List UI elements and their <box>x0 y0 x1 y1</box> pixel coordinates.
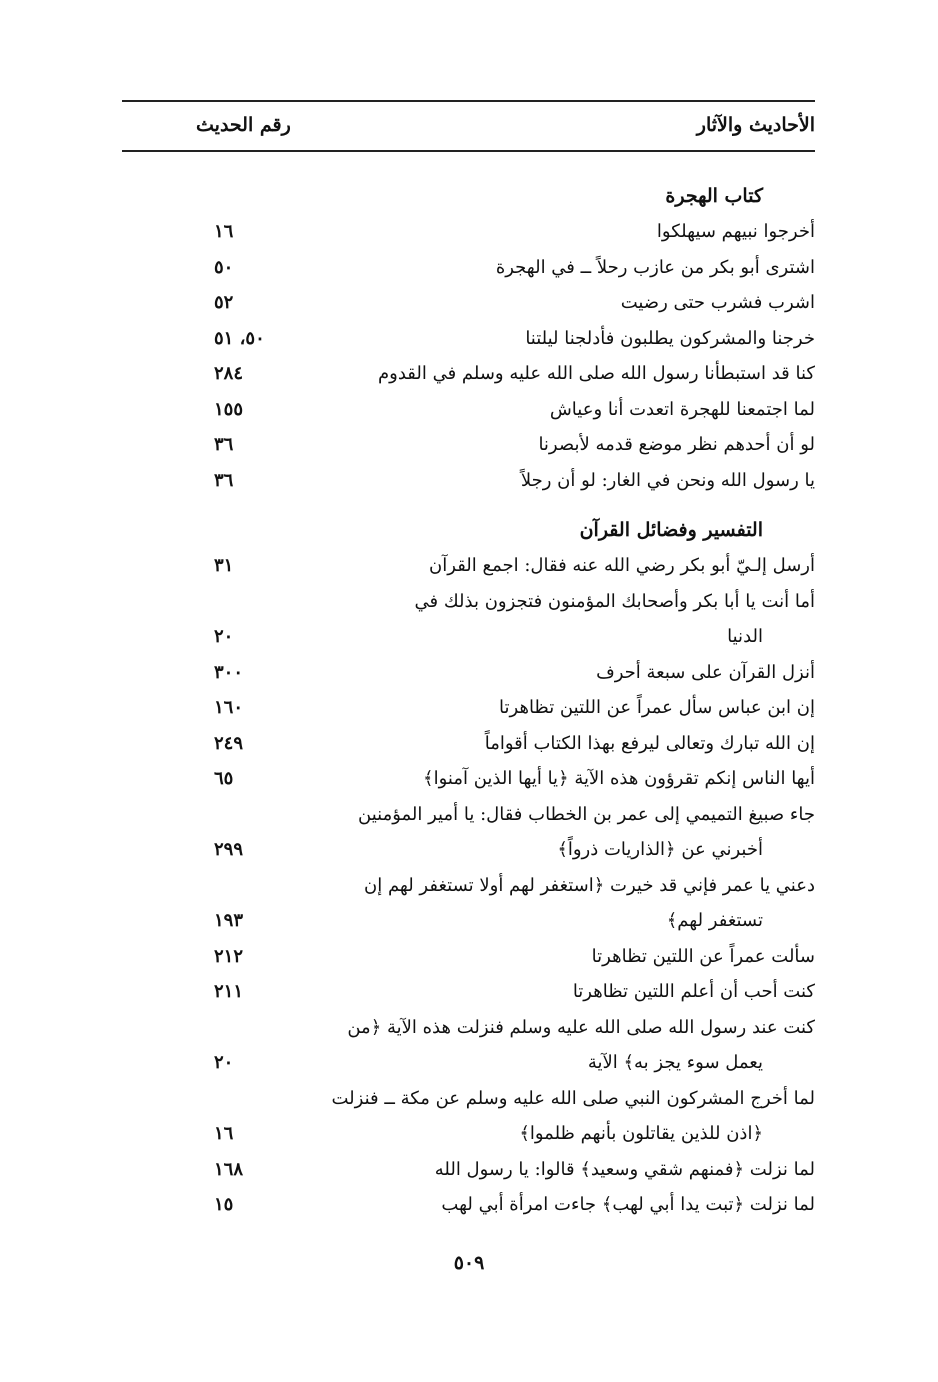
entry-text: لما أخرج المشركون النبي صلى الله عليه وسلم عن مكة ــ فنزلت <box>331 1087 815 1109</box>
index-entry <box>122 392 815 428</box>
entry-text: اشترى أبو بكر من عازب رحلاً ــ في الهجرة <box>495 256 815 278</box>
index-entry <box>122 761 815 797</box>
index-entry <box>122 584 815 655</box>
entry-text: أخرجوا نبيهم سيهلكوا <box>656 221 815 242</box>
entry-text: كنا قد استبطأنا رسول الله صلى الله عليه وسلم في القدوم <box>377 363 815 384</box>
index-section <box>122 178 815 498</box>
hadith-number: ١٦٨ <box>214 1158 244 1180</box>
index-entry <box>122 356 815 392</box>
index-entry <box>122 690 815 726</box>
hadith-number: ٣٦ <box>214 434 234 455</box>
entry-text: إن ابن عباس سأل عمراً عن اللتين تظاهرتا <box>499 697 815 718</box>
index-entry <box>122 285 815 321</box>
hadith-number: ٢٩٩ <box>214 839 244 860</box>
hadith-number: ١٩٣ <box>214 910 244 931</box>
entry-text: كنت عند رسول الله صلى الله عليه وسلم فنزلت هذه الآية ﴿من <box>347 1016 815 1038</box>
index-entry <box>122 797 815 868</box>
entry-text: جاء صبيغ التميمي إلى عمر بن الخطاب فقال: يا أمير المؤمنين <box>358 803 815 825</box>
entry-text-continuation: يعمل سوء يجز به﴾ الآية <box>587 1052 763 1073</box>
entry-text: لو أن أحدهم نظر موضع قدمه لأبصرنا <box>538 434 815 455</box>
hadith-number: ١٦٠ <box>214 697 244 718</box>
section-title: التفسير وفضائل القرآن <box>579 519 763 541</box>
entry-text-continuation: أخبرني عن ﴿الذاريات ذرواً﴾ <box>557 839 763 860</box>
index-page <box>122 100 815 1223</box>
entry-text: لما اجتمعنا للهجرة اتعدت أنا وعياش <box>549 398 815 420</box>
index-entry <box>122 427 815 463</box>
entry-text: خرجنا والمشركون يطلبون فأدلجنا ليلتنا <box>525 327 815 349</box>
sections-container <box>122 178 815 1223</box>
index-entry <box>122 548 815 584</box>
hadith-number: ٦٥ <box>214 768 234 789</box>
hadith-number: ١٦ <box>214 221 234 242</box>
hadith-number: ٣٦ <box>214 469 234 491</box>
column-title-number: رقم الحديث <box>196 114 291 136</box>
index-entry <box>122 939 815 975</box>
hadith-number: ٣١ <box>214 555 234 576</box>
entry-text: أيها الناس إنكم تقرؤون هذه الآية ﴿يا أيها الذين آمنوا﴾ <box>423 768 815 789</box>
index-entry <box>122 463 815 499</box>
hadith-number: ١٥٥ <box>214 398 244 420</box>
entry-text: لما نزلت ﴿تبت يدا أبي لهب﴾ جاءت امرأة أبي لهب <box>441 1194 815 1215</box>
hadith-number: ٢١١ <box>214 981 244 1002</box>
index-entry <box>122 1152 815 1188</box>
index-entry <box>122 974 815 1010</box>
hadith-number: ٢٨٤ <box>214 363 244 384</box>
entry-text-continuation: ﴿اذن للذين يقاتلون بأنهم ظلموا﴾ <box>519 1123 763 1144</box>
index-entry <box>122 214 815 250</box>
hadith-number: ٢٤٩ <box>214 732 244 754</box>
index-entry <box>122 655 815 691</box>
entry-text: إن الله تبارك وتعالى ليرفع بهذا الكتاب أقواماً <box>484 732 815 754</box>
hadith-number: ٥٢ <box>214 292 234 313</box>
entry-text: يا رسول الله ونحن في الغار: لو أن رجلاً <box>520 469 815 491</box>
index-entry <box>122 1187 815 1223</box>
hadith-number: ٥٠، ٥١ <box>214 327 265 349</box>
entry-text: أما أنت يا أبا بكر وأصحابك المؤمنون فتجزون بذلك في <box>414 590 815 612</box>
index-entry <box>122 321 815 357</box>
hadith-number: ١٥ <box>214 1194 234 1215</box>
entry-text: دعني يا عمر فإني قد خيرت ﴿استغفر لهم أولا تستغفر لهم إن <box>364 874 815 896</box>
index-entry <box>122 1081 815 1152</box>
index-section <box>122 512 815 1223</box>
entry-text: سألت عمراً عن اللتين تظاهرتا <box>591 945 815 967</box>
entry-text: أنزل القرآن على سبعة أحرف <box>596 661 815 683</box>
table-header <box>122 102 815 150</box>
header-rule <box>122 150 815 152</box>
section-title: كتاب الهجرة <box>665 185 763 207</box>
index-entry <box>122 868 815 939</box>
entry-text-continuation: تستغفر لهم﴾ <box>666 910 763 931</box>
hadith-number: ٣٠٠ <box>214 661 244 683</box>
hadith-number: ٥٠ <box>214 256 234 278</box>
hadith-number: ٢١٢ <box>214 945 244 967</box>
page-number: ٥٠٩ <box>453 1252 485 1274</box>
entry-text: اشرب فشرب حتى رضيت <box>620 292 815 313</box>
entry-text: أرسل إلـيّ أبو بكر رضي الله عنه فقال: اجمع القرآن <box>429 555 815 576</box>
index-entry <box>122 726 815 762</box>
entry-text-continuation: الدنيا <box>727 626 763 647</box>
column-title-hadiths: الأحاديث والآثار <box>696 114 815 136</box>
hadith-number: ١٦ <box>214 1123 234 1144</box>
hadith-number: ٢٠ <box>214 1052 234 1073</box>
entry-text: كنت أحب أن أعلم اللتين تظاهرتا <box>572 981 815 1002</box>
hadith-number: ٢٠ <box>214 626 234 647</box>
index-entry <box>122 250 815 286</box>
index-entry <box>122 1010 815 1081</box>
entry-text: لما نزلت ﴿فمنهم شقي وسعيد﴾ قالوا: يا رسول الله <box>434 1158 815 1180</box>
